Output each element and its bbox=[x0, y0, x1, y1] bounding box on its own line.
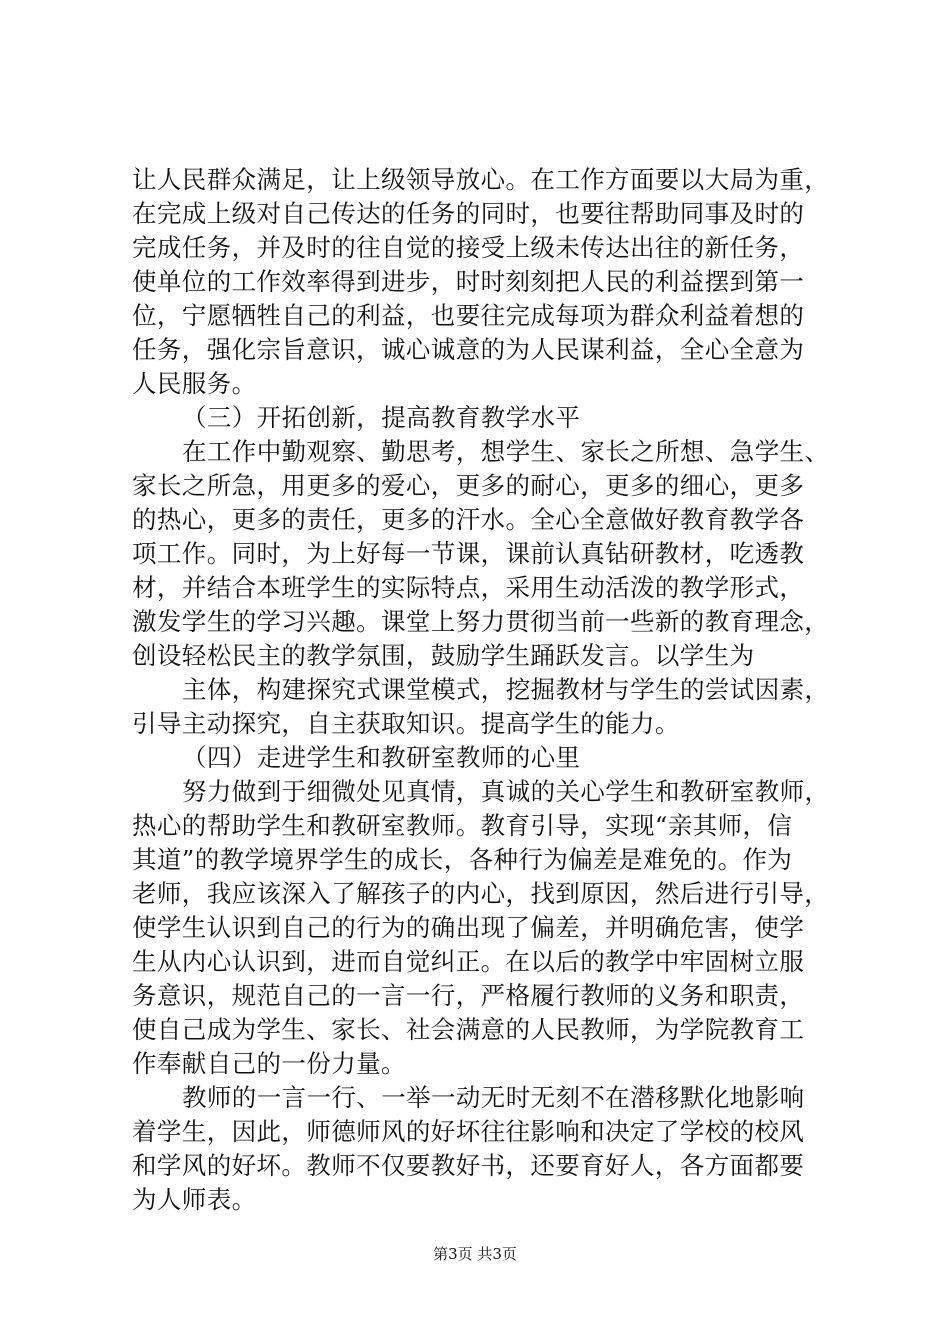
page-footer: 第3页 共3页 bbox=[433, 1245, 517, 1263]
document-body bbox=[132, 163, 832, 1217]
text-line: 努力做到于细微处见真情，真诚的关心学生和教研室教师， bbox=[182, 777, 830, 806]
text-line: （四）走进学生和教研室教师的心里 bbox=[182, 743, 581, 772]
text-line: 使单位的工作效率得到进步，时时刻刻把人民的利益摆到第一 bbox=[132, 267, 805, 296]
text-line: 使学生认识到自己的行为的确出现了偏差，并明确危害，使学 bbox=[132, 913, 805, 942]
text-line: 创设轻松民主的教学氛围，鼓励学生踊跃发言。以学生为 bbox=[132, 641, 755, 670]
text-line: 使自己成为学生、家长、社会满意的人民教师，为学院教育工 bbox=[132, 1015, 805, 1044]
text-line: 其道”的教学境界学生的成长，各种行为偏差是难免的。作为 bbox=[132, 845, 793, 874]
text-line: 和学风的好坏。教师不仅要教好书，还要育好人，各方面都要 bbox=[132, 1151, 805, 1180]
text-line: 作奉献自己的一份力量。 bbox=[132, 1049, 406, 1078]
text-line: 激发学生的学习兴趣。课堂上努力贯彻当前一些新的教育理念， bbox=[132, 607, 830, 636]
text-line: 热心的帮助学生和教研室教师。教育引导，实现“亲其师，信 bbox=[132, 811, 793, 840]
text-line: 主体，构建探究式课堂模式，挖掘教材与学生的尝试因素， bbox=[182, 675, 830, 704]
text-line: 让人民群众满足，让上级领导放心。在工作方面要以大局为重， bbox=[132, 165, 830, 194]
text-line: 位，宁愿牺牲自己的利益，也要往完成每项为群众利益着想的 bbox=[132, 301, 805, 330]
text-line: 务意识，规范自己的一言一行，严格履行教师的义务和职责， bbox=[132, 981, 805, 1010]
text-line: 着学生，因此，师德师风的好坏往往影响和决定了学校的校风 bbox=[132, 1117, 805, 1146]
text-line: 教师的一言一行、一举一动无时无刻不在潜移默化地影响 bbox=[182, 1083, 805, 1112]
text-line: 完成任务，并及时的往自觉的接受上级未传达出往的新任务， bbox=[132, 233, 805, 262]
text-line: 引导主动探究，自主获取知识。提高学生的能力。 bbox=[132, 709, 680, 738]
text-line: 为人师表。 bbox=[132, 1185, 257, 1214]
text-line: 老师，我应该深入了解孩子的内心，找到原因，然后进行引导， bbox=[132, 879, 830, 908]
text-line: 项工作。同时，为上好每一节课，课前认真钻研教材，吃透教 bbox=[132, 539, 805, 568]
text-line: （三）开拓创新，提高教育教学水平 bbox=[182, 403, 581, 432]
text-line: 任务，强化宗旨意识，诚心诚意的为人民谋利益，全心全意为 bbox=[132, 335, 805, 364]
text-line: 材，并结合本班学生的实际特点，采用生动活泼的教学形式， bbox=[132, 573, 805, 602]
text-line: 在工作中勤观察、勤思考，想学生、家长之所想、急学生、 bbox=[182, 437, 830, 466]
text-line: 家长之所急，用更多的爱心，更多的耐心，更多的细心，更多 bbox=[132, 471, 805, 500]
text-line: 在完成上级对自己传达的任务的同时，也要往帮助同事及时的 bbox=[132, 199, 805, 228]
text-line: 生从内心认识到，进而自觉纠正。在以后的教学中牢固树立服 bbox=[132, 947, 805, 976]
text-line: 人民服务。 bbox=[132, 369, 257, 398]
text-line: 的热心，更多的责任，更多的汗水。全心全意做好教育教学各 bbox=[132, 505, 805, 534]
